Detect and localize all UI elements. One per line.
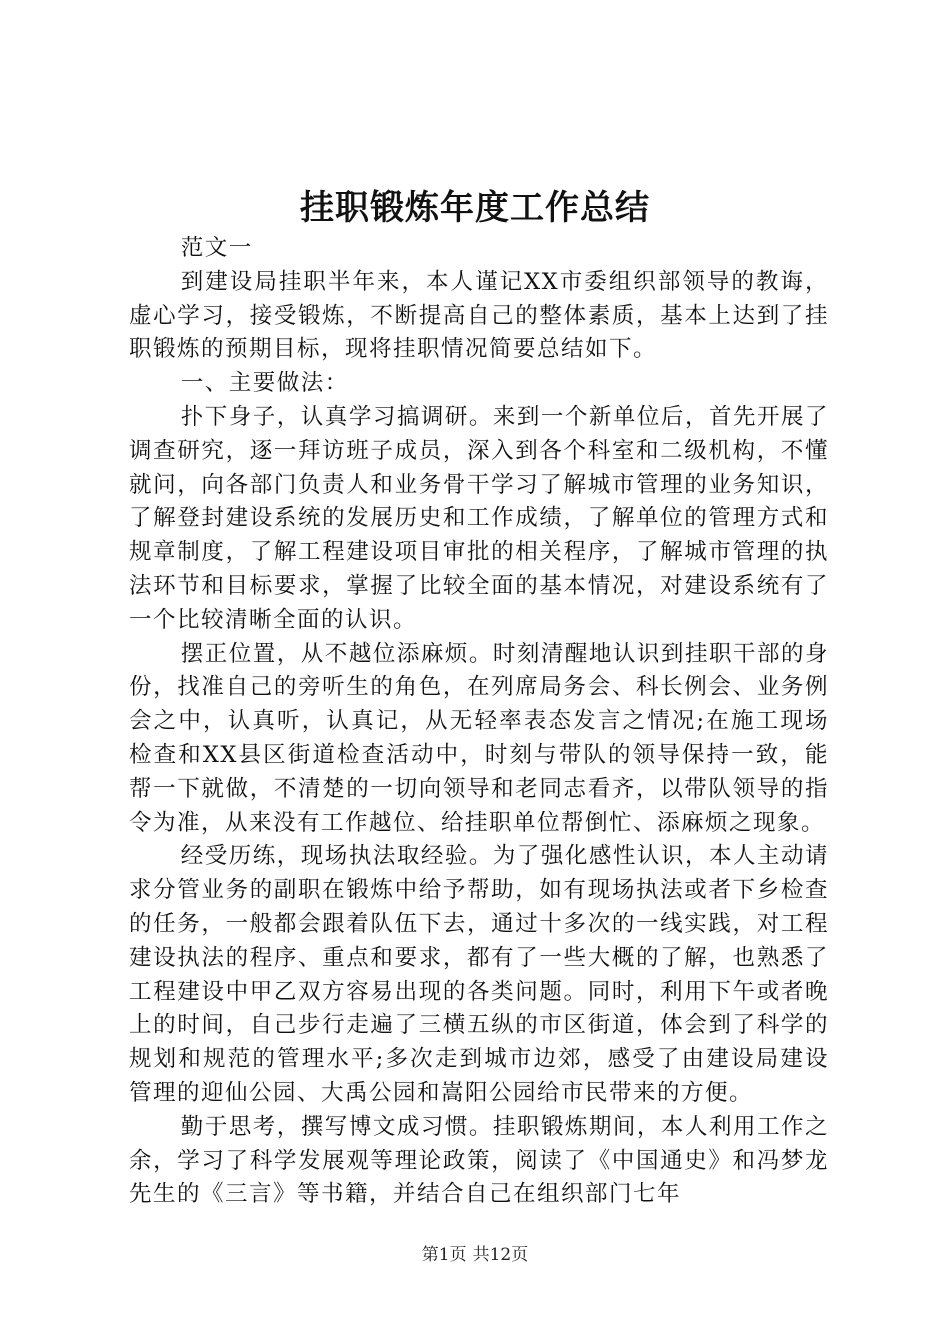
paragraph-position: 摆正位置，从不越位添麻烦。时刻清醒地认识到挂职干部的身份，找准自己的旁听生的角色，在列席局务会、科长例会、业务例会之中，认真听，认真记，从无轻率表态发言之情况;在施工现场检查和XX县区街道检查活动中，时刻与带队的领导保持一致，能帮一下就做，不清楚的一切向领导和老同志看齐，以带队领导的指令为准，从来没有工作越位、给挂职单位帮倒忙、添麻烦之现象。 [129, 640, 829, 836]
page-footer [0, 1243, 950, 1267]
page-number: 第1页 [421, 1245, 467, 1265]
page-total: 共12页 [472, 1245, 529, 1265]
document-title: 挂职锻炼年度工作总结 [300, 188, 650, 228]
paragraph-intro: 到建设局挂职半年来，本人谨记XX市委组织部领导的教诲，虚心学习，接受锻炼，不断提高自己的整体素质，基本上达到了挂职锻炼的预期目标，现将挂职情况简要总结如下。 [129, 268, 829, 363]
section-label: 范文一 [180, 235, 253, 261]
paragraph-research: 扑下身子，认真学习搞调研。来到一个新单位后，首先开展了调查研究，逐一拜访班子成员，深入到各个科室和二级机构，不懂就问，向各部门负责人和业务骨干学习了解城市管理的业务知识，了解登封建设系统的发展历史和工作成绩，了解单位的管理方式和规章制度，了解工程建设项目审批的相关程序，了解城市管理的执法环节和目标要求，掌握了比较全面的基本情况，对建设系统有了一个比较清晰全面的认识。 [129, 403, 829, 633]
section-heading: 一、主要做法： [180, 370, 349, 397]
paragraph-experience: 经受历练，现场执法取经验。为了强化感性认识，本人主动请求分管业务的副职在锻炼中给予帮助，如有现场执法或者下乡检查的任务，一般都会跟着队伍下去，通过十多次的一线实践，对工程建设执法的程序、重点和要求，都有了一些大概的了解，也熟悉了工程建设中甲乙双方容易出现的各类问题。同时，利用下午或者晚上的时间，自己步行走遍了三横五纵的市区街道，体会到了科学的规划和规范的管理水平;多次走到城市边郊，感受了由建设局建设管理的迎仙公园、大禹公园和嵩阳公园给市民带来的方便。 [129, 843, 829, 1106]
paragraph-thinking: 勤于思考，撰写博文成习惯。挂职锻炼期间，本人利用工作之余，学习了科学发展观等理论政策，阅读了《中国通史》和冯梦龙先生的《三言》等书籍，并结合自己在组织部门七年 [129, 1113, 829, 1208]
document-body [129, 232, 829, 1212]
